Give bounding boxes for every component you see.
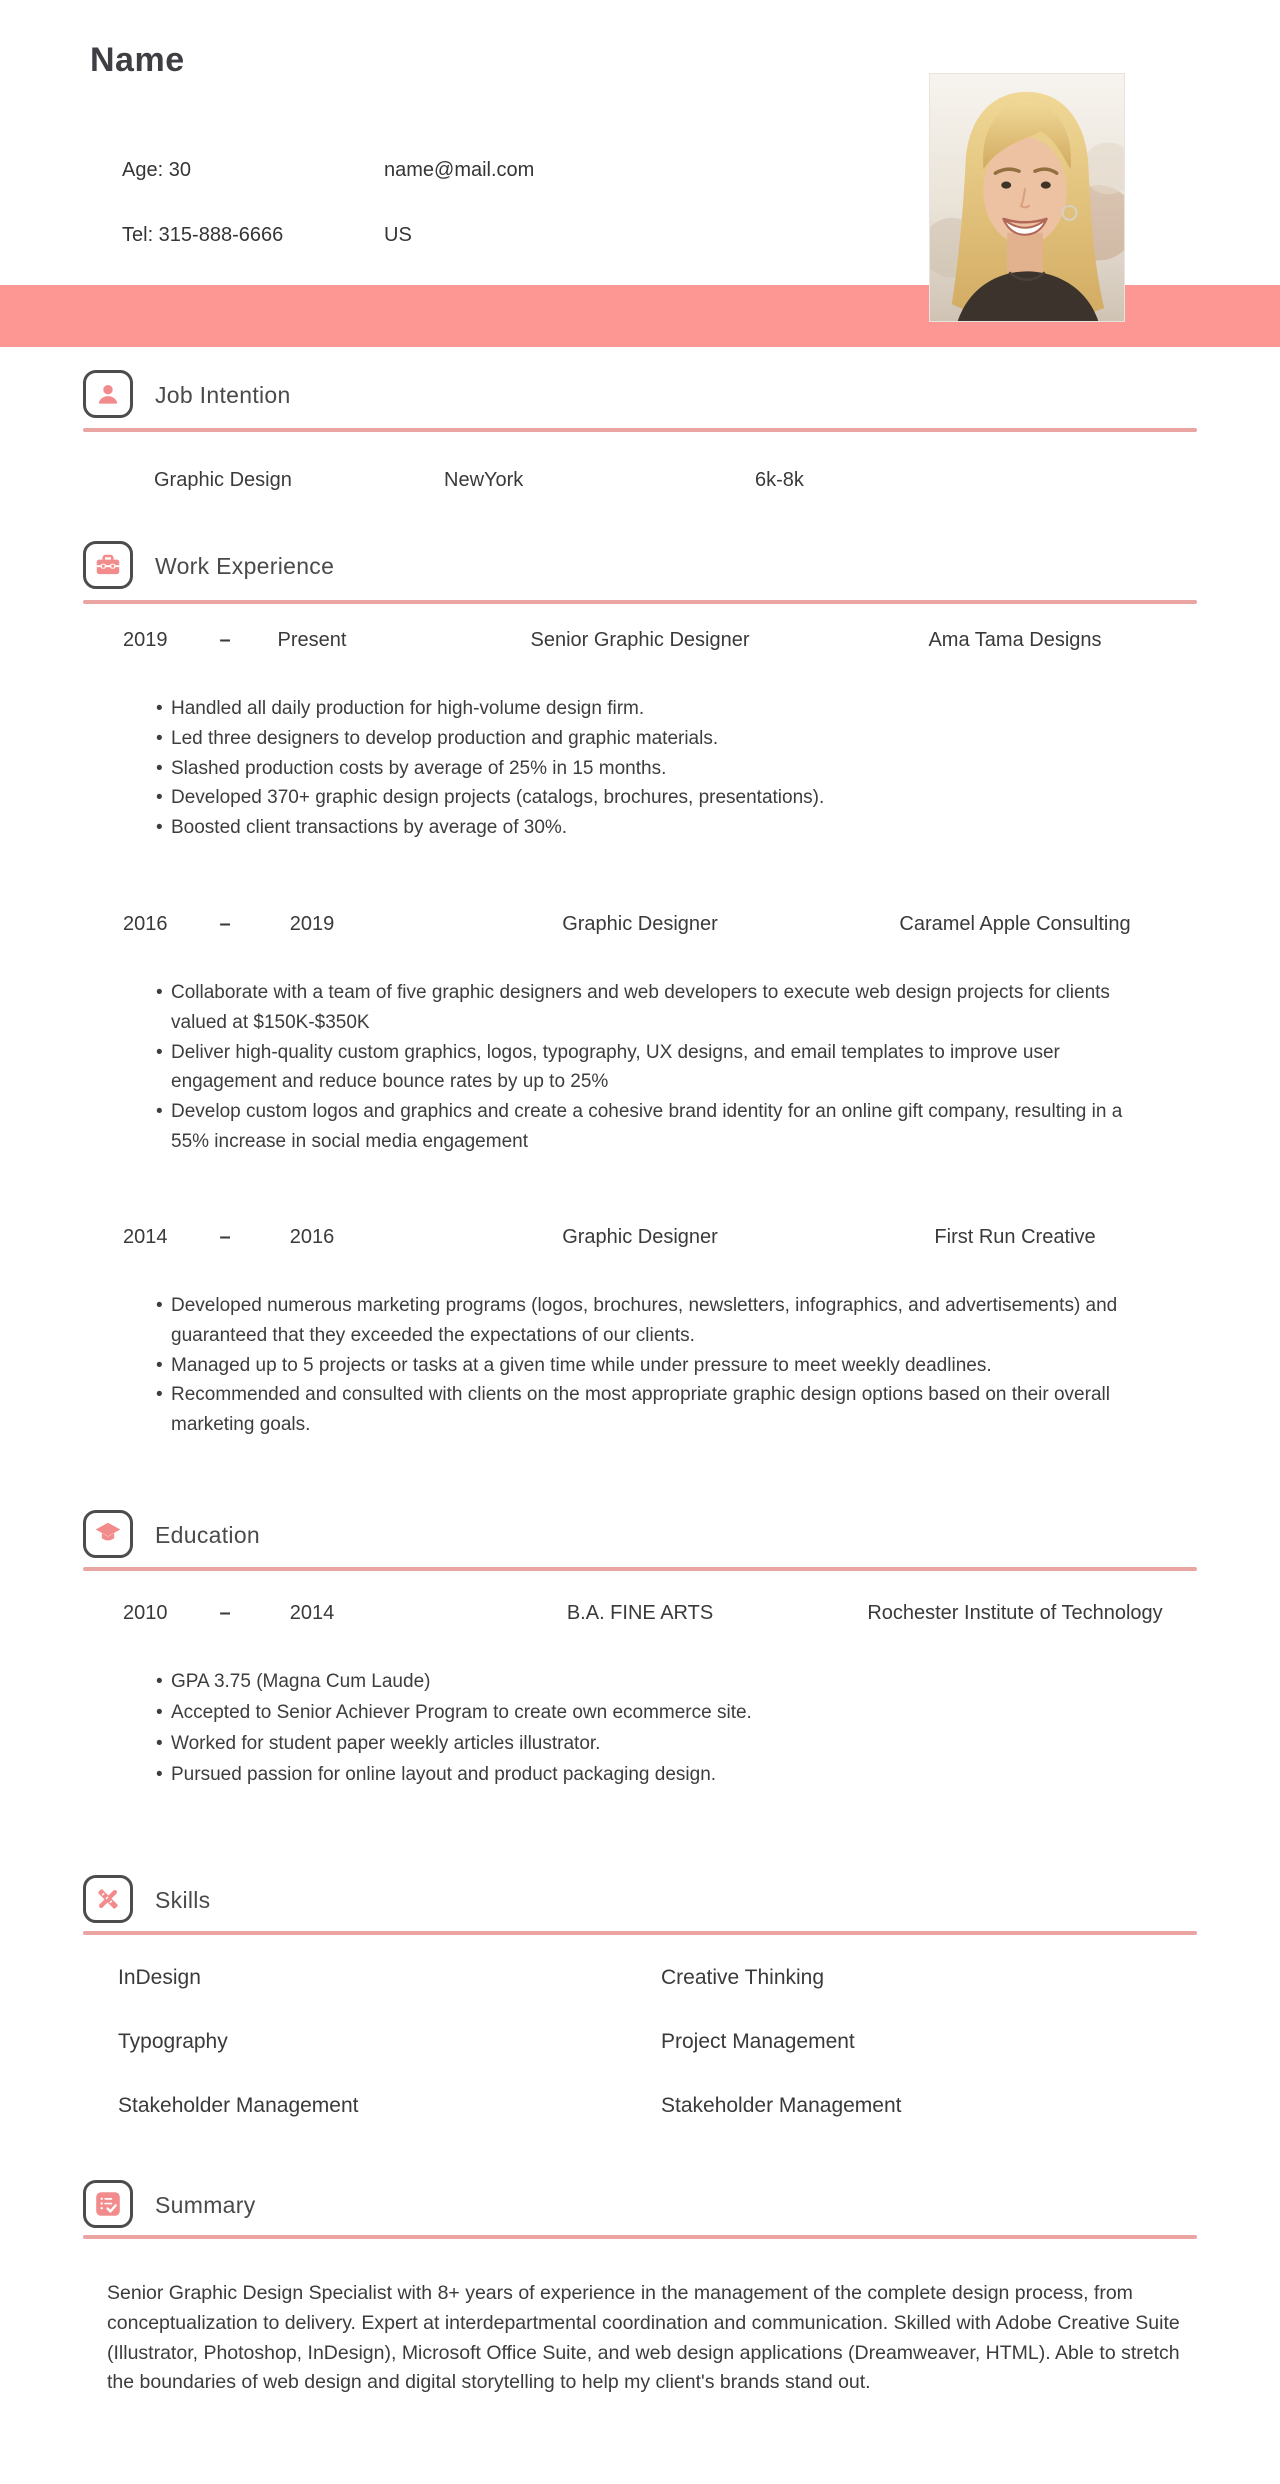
bullet-item: • Managed up to 5 projects or tasks at a given time while under pressure to meet weekly deadlines. (156, 1351, 1136, 1381)
summary-paragraph: Senior Graphic Design Specialist with 8+ years of experience in the management of the complete design process, from conceptualization to delivery. Expert at interdepartmental coordination and communication. Skilled with Adobe Creative Suite (Illustrator, Photoshop, InDesign), Microsoft Office Suite, and web design applications (Dreamweaver, HTML). Able to stretch the boundaries of web design and digital storytelling to help my client's brands stand out. (107, 2282, 1180, 2394)
bullet-item: • Handled all daily production for high-volume design firm. (156, 694, 1136, 724)
bullet-item: • Collaborate with a team of five graphic designers and web developers to execute web design projects for clients valued at $150K-$350K (156, 978, 1136, 1038)
section-title-work-experience: Work Experience (155, 553, 335, 579)
job-bullet-list (156, 694, 1136, 843)
date-separator: – (219, 1226, 231, 1248)
edu-degree: B.A. FINE ARTS (566, 1602, 714, 1624)
section-divider (83, 2235, 1197, 2239)
date-separator: – (219, 1602, 231, 1624)
section-title-skills: Skills (155, 1887, 211, 1913)
bullet-item: • Accepted to Senior Achiever Program to create own ecommerce site. (156, 1697, 1136, 1728)
bullet-item: • Boosted client transactions by average of 30%. (156, 813, 1136, 843)
bullet-item: • Develop custom logos and graphics and create a cohesive brand identity for an online gift company, resulting in a 55% increase in social media engagement (156, 1097, 1136, 1157)
job-end-year: Present (277, 629, 347, 651)
intended-city: NewYork (444, 469, 524, 491)
section-divider (83, 428, 1197, 432)
job-bullet-list (156, 1291, 1136, 1440)
page-title: Name (90, 41, 185, 79)
section-title-summary: Summary (155, 2192, 256, 2218)
section-divider (83, 600, 1197, 604)
email-value: name@mail.com (384, 159, 535, 181)
job-role: Graphic Designer (562, 1226, 718, 1248)
job-start-year: 2014 (123, 1226, 168, 1248)
person-card-icon (83, 370, 133, 418)
phone-value: Tel: 315-888-6666 (122, 224, 284, 246)
job-role: Senior Graphic Designer (530, 629, 750, 651)
bullet-item: • Slashed production costs by average of 25% in 15 months. (156, 754, 1136, 784)
edu-school: Rochester Institute of Technology (867, 1602, 1163, 1624)
skill-item: InDesign (118, 1966, 201, 1989)
bullet-item: • Recommended and consulted with clients on the most appropriate graphic design options based on their overall marketing goals. (156, 1380, 1136, 1440)
crossed-tools-icon (83, 1875, 133, 1923)
profile-photo (929, 73, 1125, 322)
location-value: US (384, 224, 412, 246)
skills-grid (118, 1966, 1058, 2118)
job-start-year: 2016 (123, 913, 168, 935)
skill-item: Stakeholder Management (118, 2094, 359, 2117)
bullet-item: • Led three designers to develop production and graphic materials. (156, 724, 1136, 754)
section-divider (83, 1931, 1197, 1935)
date-separator: – (219, 629, 231, 651)
skill-item: Creative Thinking (661, 1966, 825, 1989)
bullet-item: • Developed 370+ graphic design projects (catalogs, brochures, presentations). (156, 783, 1136, 813)
job-company: Caramel Apple Consulting (899, 913, 1131, 935)
job-company: First Run Creative (934, 1226, 1096, 1248)
expected-salary: 6k-8k (755, 469, 804, 491)
job-bullet-list (156, 978, 1136, 1157)
edu-start-year: 2010 (123, 1602, 168, 1624)
job-end-year: 2019 (289, 913, 335, 935)
checklist-icon (83, 2180, 133, 2228)
bullet-item: • GPA 3.75 (Magna Cum Laude) (156, 1666, 1136, 1697)
graduation-cap-icon (83, 1510, 133, 1558)
section-divider (83, 1567, 1197, 1571)
section-title-job-intention: Job Intention (155, 382, 291, 408)
briefcase-icon (83, 541, 133, 589)
bullet-item: • Deliver high-quality custom graphics, logos, typography, UX designs, and email templates to improve user engagement and reduce bounce rates by up to 25% (156, 1038, 1136, 1098)
intended-position: Graphic Design (154, 469, 292, 491)
education-bullet-list (156, 1666, 1136, 1790)
job-start-year: 2019 (123, 629, 168, 651)
bullet-item: • Pursued passion for online layout and product packaging design. (156, 1759, 1136, 1790)
bullet-item: • Worked for student paper weekly articles illustrator. (156, 1728, 1136, 1759)
bullet-item: • Developed numerous marketing programs (logos, brochures, newsletters, infographics, and advertisements) and guaranteed that they exceeded the expectations of our clients. (156, 1291, 1136, 1351)
section-title-education: Education (155, 1522, 260, 1548)
skill-item: Typography (118, 2030, 228, 2053)
job-end-year: 2016 (289, 1226, 335, 1248)
job-role: Graphic Designer (562, 913, 718, 935)
skill-item: Project Management (661, 2030, 855, 2053)
date-separator: – (219, 913, 231, 935)
edu-end-year: 2014 (289, 1602, 335, 1624)
skill-item: Stakeholder Management (661, 2094, 902, 2117)
age-value: Age: 30 (122, 159, 191, 181)
job-company: Ama Tama Designs (928, 629, 1102, 651)
